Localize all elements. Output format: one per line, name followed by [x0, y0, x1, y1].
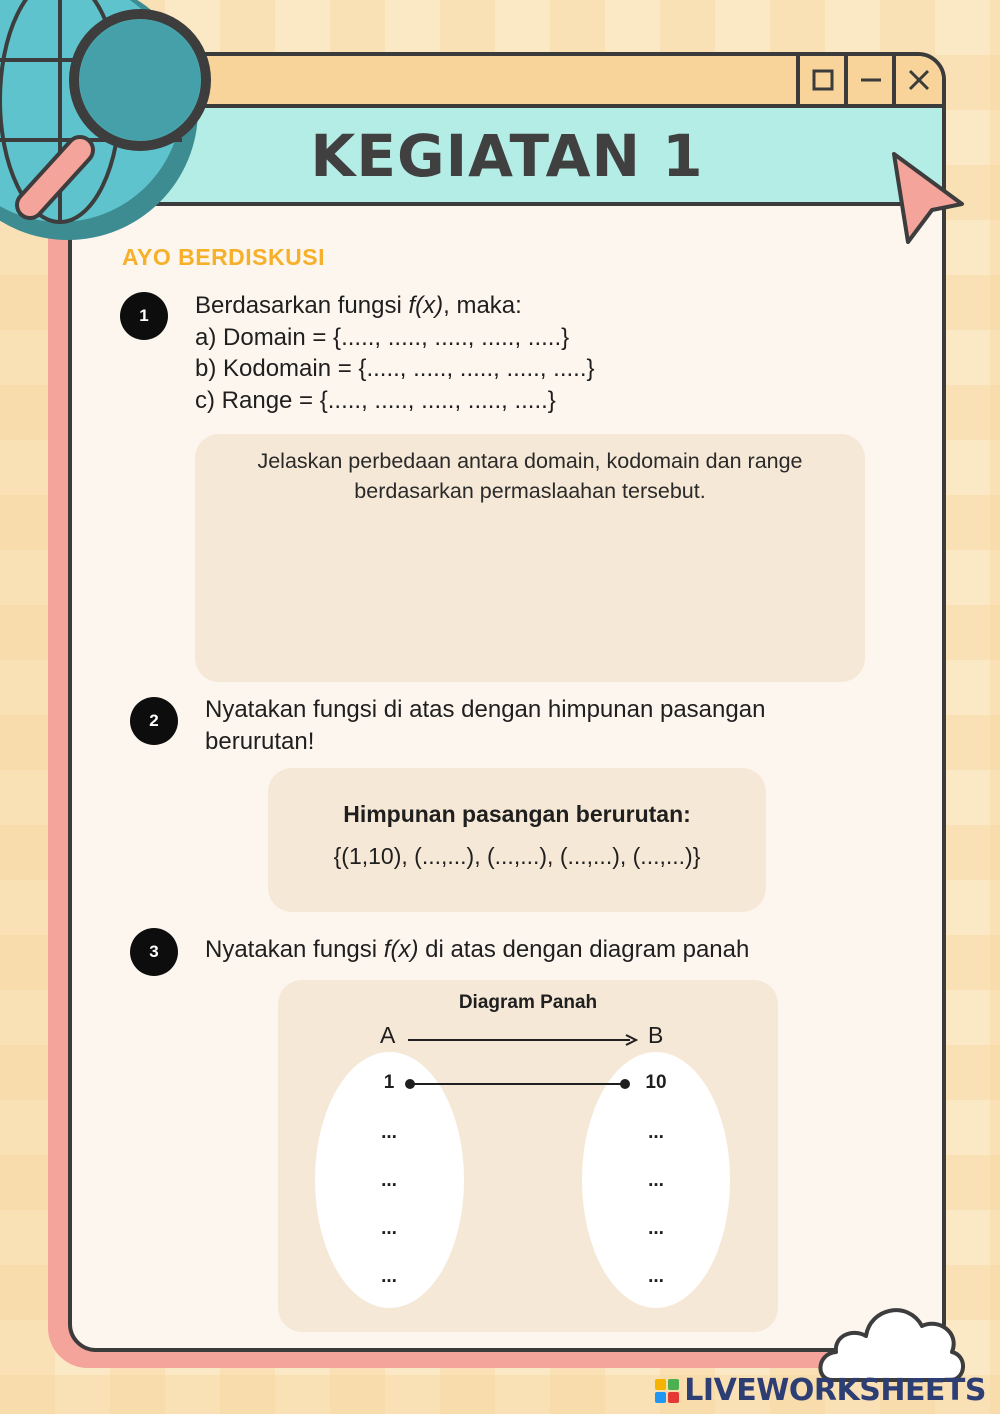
question-number-1: 1 — [120, 292, 168, 340]
answer-box-2-title: Himpunan pasangan berurutan: — [343, 801, 691, 827]
square-icon — [811, 68, 835, 92]
answer-box-1[interactable] — [195, 434, 865, 682]
mapping-arrow-icon — [408, 1032, 638, 1048]
answer-box-1-prompt: Jelaskan perbedaan antara domain, kodomain dan range berdasarkan permaslaahan tersebut. — [257, 449, 803, 503]
question-number-2: 2 — [130, 697, 178, 745]
set-a-element[interactable]: ... — [381, 1218, 397, 1239]
domain-line: a) Domain = {....., ....., ....., ....., .....} — [195, 323, 570, 351]
set-b-element[interactable]: ... — [648, 1170, 664, 1191]
liveworksheets-logo — [654, 1373, 986, 1408]
section-title: AYO BERDISKUSI — [122, 244, 325, 270]
question-3-post: di atas dengan diagram panah — [418, 936, 750, 963]
set-a-element[interactable]: 1 — [383, 1072, 395, 1093]
answer-box-2-value: {(1,10), (...,...), (...,...), (...,...), (...,...)} — [333, 843, 701, 869]
set-a-element[interactable]: ... — [381, 1266, 397, 1287]
answer-box-2[interactable] — [268, 768, 766, 912]
question-3-pre: Nyatakan fungsi — [205, 936, 384, 963]
function-fx: f(x) — [383, 936, 419, 963]
set-b-element[interactable]: ... — [648, 1122, 664, 1143]
kodomain-line: b) Kodomain = {....., ....., ....., ....., .....} — [195, 355, 595, 382]
question-1-text — [195, 290, 595, 416]
minus-icon — [859, 68, 883, 92]
page-title: KEGIATAN 1 — [310, 122, 704, 190]
question-number-3: 3 — [130, 928, 178, 976]
cursor-icon — [888, 148, 970, 248]
close-button[interactable] — [892, 56, 942, 104]
minimize-button[interactable] — [844, 56, 894, 104]
brand-text: LIVEWORKSHEETS — [684, 1373, 986, 1408]
set-a-label: A — [380, 1022, 396, 1048]
maximize-button[interactable] — [796, 56, 846, 104]
arrow-diagram-box — [278, 980, 778, 1332]
question-1-pre: Berdasarkan fungsi — [195, 292, 409, 319]
globe-magnifier-icon — [0, 0, 230, 250]
set-a-element[interactable]: ... — [381, 1170, 397, 1191]
mapping-line-1-10 — [403, 1076, 633, 1092]
question-3-text — [205, 934, 825, 966]
set-b-element[interactable]: ... — [648, 1218, 664, 1239]
set-b-element[interactable]: ... — [648, 1266, 664, 1287]
x-icon — [907, 68, 931, 92]
question-1-line — [195, 290, 595, 322]
set-a-element[interactable]: ... — [381, 1122, 397, 1143]
set-b-label: B — [648, 1022, 664, 1048]
range-line: c) Range = {....., ....., ....., ....., .....} — [195, 386, 556, 414]
set-b-element[interactable]: 10 — [645, 1072, 667, 1093]
question-1-post: , maka: — [443, 292, 522, 319]
function-fx: f(x) — [408, 292, 444, 319]
diagram-title: Diagram Panah — [458, 992, 598, 1013]
question-2-text: Nyatakan fungsi di atas dengan himpunan pasangan berurutan! — [205, 696, 766, 755]
liveworksheets-icon — [654, 1378, 680, 1404]
